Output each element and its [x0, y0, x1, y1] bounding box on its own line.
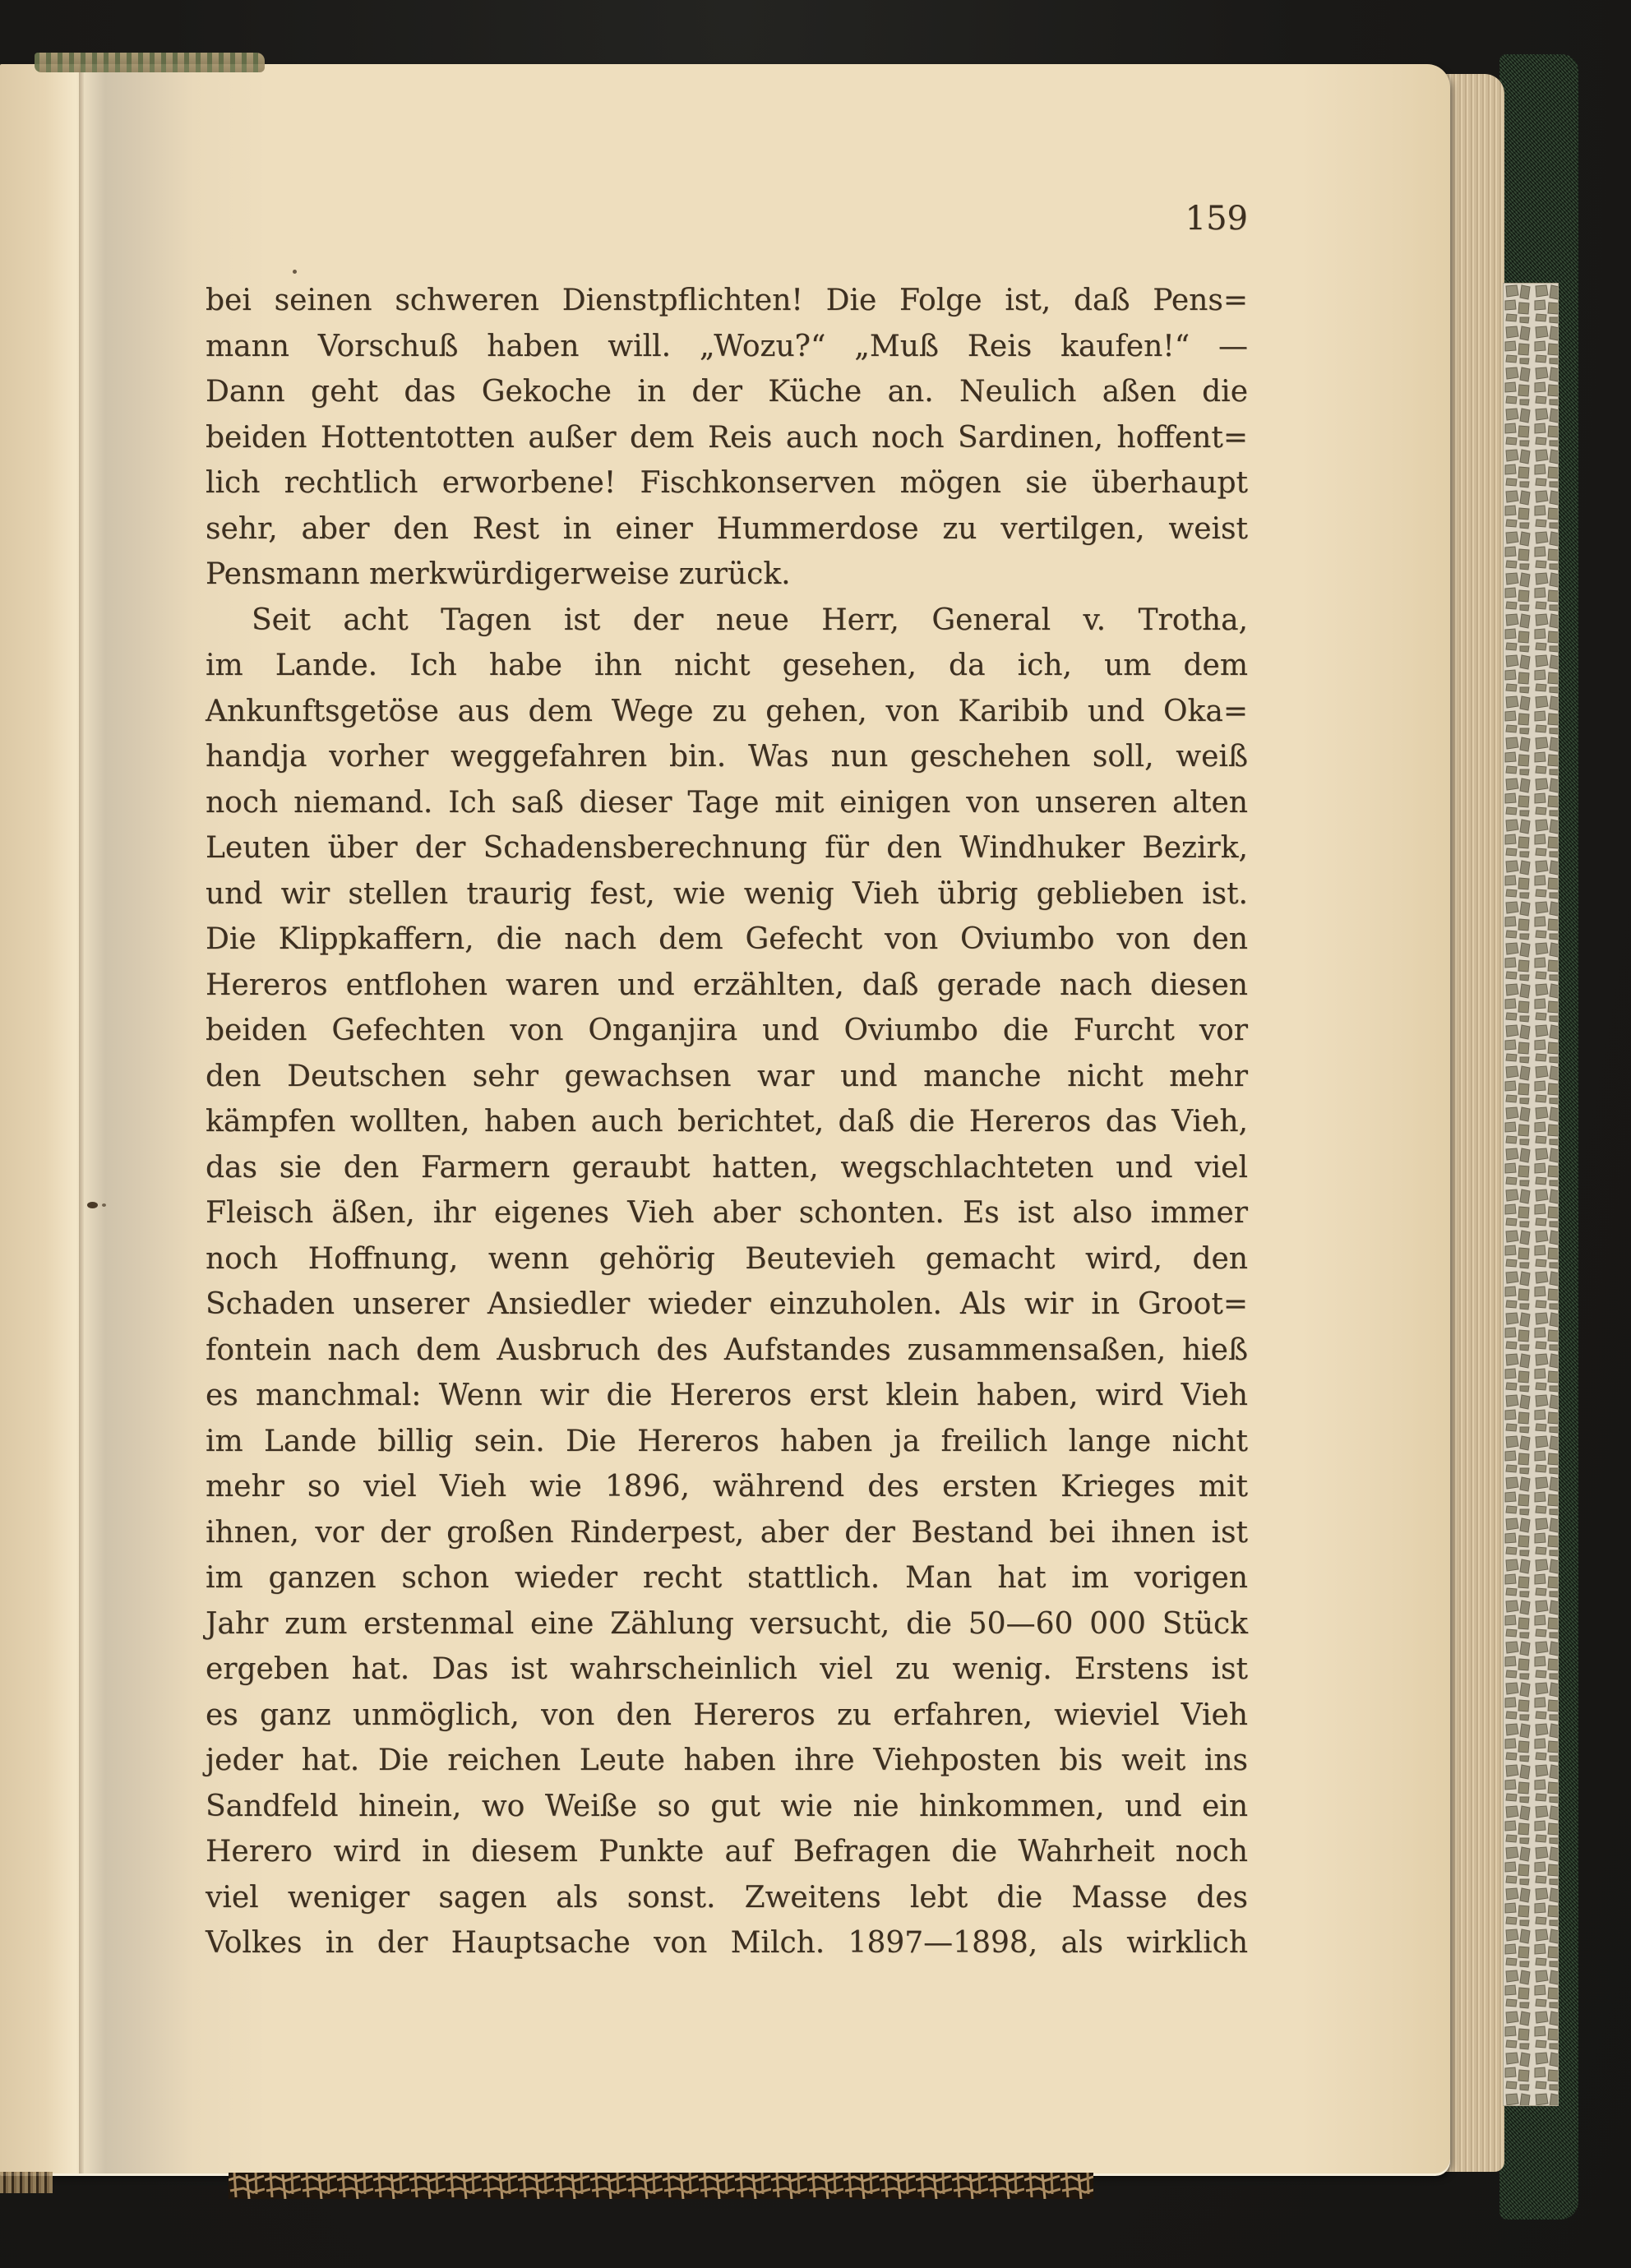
- text-line: kämpfen wollten, haben auch berichtet, daß die Hereros das Vieh,: [206, 1105, 1248, 1139]
- text-line: beiden Hottentotten außer dem Reis auch noch Sardinen, hoffent=: [206, 420, 1248, 455]
- text-line: es manchmal: Wenn wir die Hereros erst klein haben, wird Vieh: [206, 1379, 1248, 1412]
- text-line: Schaden unserer Ansiedler wieder einzuholen. Als wir in Groot=: [206, 1287, 1248, 1321]
- text-line: das sie den Farmern geraubt hatten, wegschlachteten und viel: [206, 1150, 1248, 1185]
- page-text: [206, 278, 1248, 1966]
- text-line: jeder hat. Die reichen Leute haben ihre Viehposten bis weit ins: [206, 1744, 1248, 1777]
- text-line: fontein nach dem Ausbruch des Aufstandes zusammensaßen, hieß: [206, 1333, 1248, 1367]
- gutter-crease: [79, 64, 84, 2173]
- text-line: im ganzen schon wieder recht stattlich. Man hat im vorigen: [206, 1561, 1248, 1595]
- text-line: beiden Gefechten von Onganjira und Oviumbo die Furcht vor: [206, 1014, 1248, 1047]
- text-line: den Deutschen sehr gewachsen war und manche nicht mehr: [206, 1059, 1248, 1093]
- text-line: Hereros entflohen waren und erzählten, daß gerade nach diesen: [206, 968, 1248, 1002]
- text-line: viel weniger sagen als sonst. Zweitens lebt die Masse des: [206, 1880, 1248, 1915]
- text-line: Sandfeld hinein, wo Weiße so gut wie nie hinkommen, und ein: [206, 1789, 1248, 1823]
- endpaper-crackle-strip: [1503, 283, 1559, 2106]
- page-number: 159: [1185, 200, 1248, 238]
- text-line: im Lande. Ich habe ihn nicht gesehen, da ich, um dem: [206, 649, 1248, 682]
- text-line: lich rechtlich erworbene! Fischkonserven mögen sie überhaupt: [206, 466, 1248, 500]
- text-line: mann Vorschuß haben will. „Wozu?“ „Muß Reis kaufen!“ —: [206, 329, 1248, 363]
- text-line: Die Klippkaffern, die nach dem Gefecht von Oviumbo von den: [206, 922, 1248, 956]
- bottom-endpaper-band: [229, 2173, 1093, 2199]
- text-line: noch niemand. Ich saß dieser Tage mit einigen von unseren alten: [206, 785, 1248, 820]
- text-line: Leuten über der Schadensberechnung für den Windhuker Bezirk,: [206, 831, 1248, 865]
- text-line: Jahr zum erstenmal eine Zählung versucht, die 50—60 000 Stück: [206, 1606, 1248, 1641]
- text-line: noch Hoffnung, wenn gehörig Beutevieh gemacht wird, den: [206, 1241, 1248, 1276]
- text-line: es ganz unmöglich, von den Hereros zu erfahren, wieviel Vieh: [206, 1698, 1248, 1732]
- text-line: sehr, aber den Rest in einer Hummerdose zu vertilgen, weist: [206, 511, 1248, 546]
- text-line: mehr so viel Vieh wie 1896, während des ersten Krieges mit: [206, 1470, 1248, 1504]
- ink-speck: [102, 1203, 106, 1207]
- text-line: im Lande billig sein. Die Hereros haben ja freilich lange nicht: [206, 1424, 1248, 1458]
- text-line: und wir stellen traurig fest, wie wenig Vieh übrig geblieben ist.: [206, 876, 1248, 911]
- text-line: Volkes in der Hauptsache von Milch. 1897—1898, als wirklich: [206, 1926, 1248, 1960]
- text-line: bei seinen schweren Dienstpflichten! Die Folge ist, daß Pens=: [206, 284, 1248, 317]
- text-line: Herero wird in diesem Punkte auf Befragen die Wahrheit noch: [206, 1835, 1248, 1868]
- text-line: Ankunftsgetöse aus dem Wege zu gehen, von Karibib und Oka=: [206, 694, 1248, 728]
- text-line: Seit acht Tagen ist der neue Herr, General v. Trotha,: [252, 603, 1248, 637]
- text-line: handja vorher weggefahren bin. Was nun geschehen soll, weiß: [206, 740, 1248, 774]
- bottom-endpaper-corner: [0, 2172, 53, 2193]
- book-page: [0, 64, 1450, 2173]
- ink-speck: [87, 1202, 98, 1208]
- headband: [35, 53, 265, 72]
- ink-speck: [293, 270, 297, 274]
- page-fore-edge: [1442, 74, 1504, 2172]
- text-line: ergeben hat. Das ist wahrscheinlich viel zu wenig. Erstens ist: [206, 1652, 1248, 1686]
- text-line: Dann geht das Gekoche in der Küche an. Neulich aßen die: [206, 375, 1248, 409]
- text-line: Pensmann merkwürdigerweise zurück.: [206, 557, 791, 591]
- text-line: Fleisch äßen, ihr eigenes Vieh aber schonten. Es ist also immer: [206, 1196, 1248, 1230]
- text-line: ihnen, vor der großen Rinderpest, aber der Bestand bei ihnen ist: [206, 1515, 1248, 1550]
